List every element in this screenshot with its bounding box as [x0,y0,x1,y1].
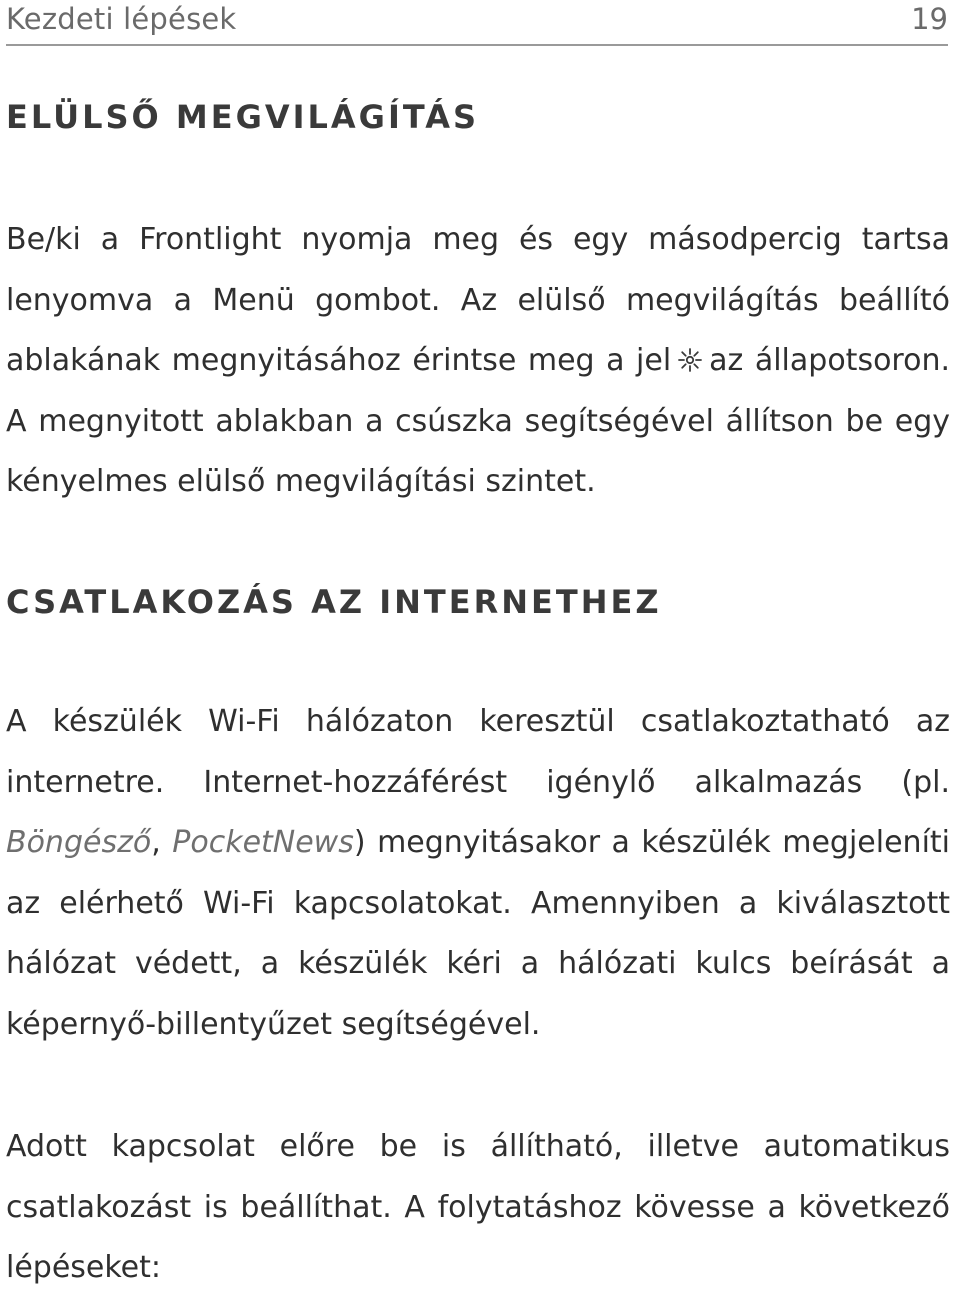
sun-icon [677,347,703,373]
section-title: Kezdeti lépések [6,2,237,36]
app-name-browser: Böngésző [6,825,152,860]
front-light-text-2: az állapotsoron. A megnyitott ablakban a csúszka segítségével állítson be egy kényelmes elülső megvilágítási szintet. [6,343,951,499]
wifi-intro-text: A készülék Wi-Fi hálózaton keresztül csatlakoztatható az internetre. Internet-hozzáférést igénylő alkalmazás (pl. [6,704,950,800]
page-header [6,0,948,46]
app-name-pocketnews: PocketNews [172,825,354,860]
app-separator: , [151,825,161,860]
wifi-rest-text: ) megnyitásakor a készülék megjeleníti az elérhető Wi-Fi kapcsolatokat. Amennyiben a kiválasztott hálózat védett, a készülék kéri a hálózati kulcs beírását a képernyő-billentyűzet segítségével. [6,825,951,1042]
page-number: 19 [911,2,948,36]
heading-front-light: ELÜLSŐ MEGVILÁGÍTÁS [6,98,479,136]
paragraph-wifi [6,692,950,1055]
heading-internet: CSATLAKOZÁS AZ INTERNETHEZ [6,583,662,621]
paragraph-front-light [6,210,950,513]
front-light-text-1: Be/ki a Frontlight nyomja meg és egy másodpercig tartsa lenyomva a Menü gombot. Az elülső megvilágítás beállító ablakának megnyitásához érintse meg a jel [6,222,950,378]
paragraph-connection-setup: Adott kapcsolat előre be is állítható, illetve automatikus csatlakozást is beállíthat. A folytatáshoz kövesse a következő lépéseket: [6,1129,950,1285]
